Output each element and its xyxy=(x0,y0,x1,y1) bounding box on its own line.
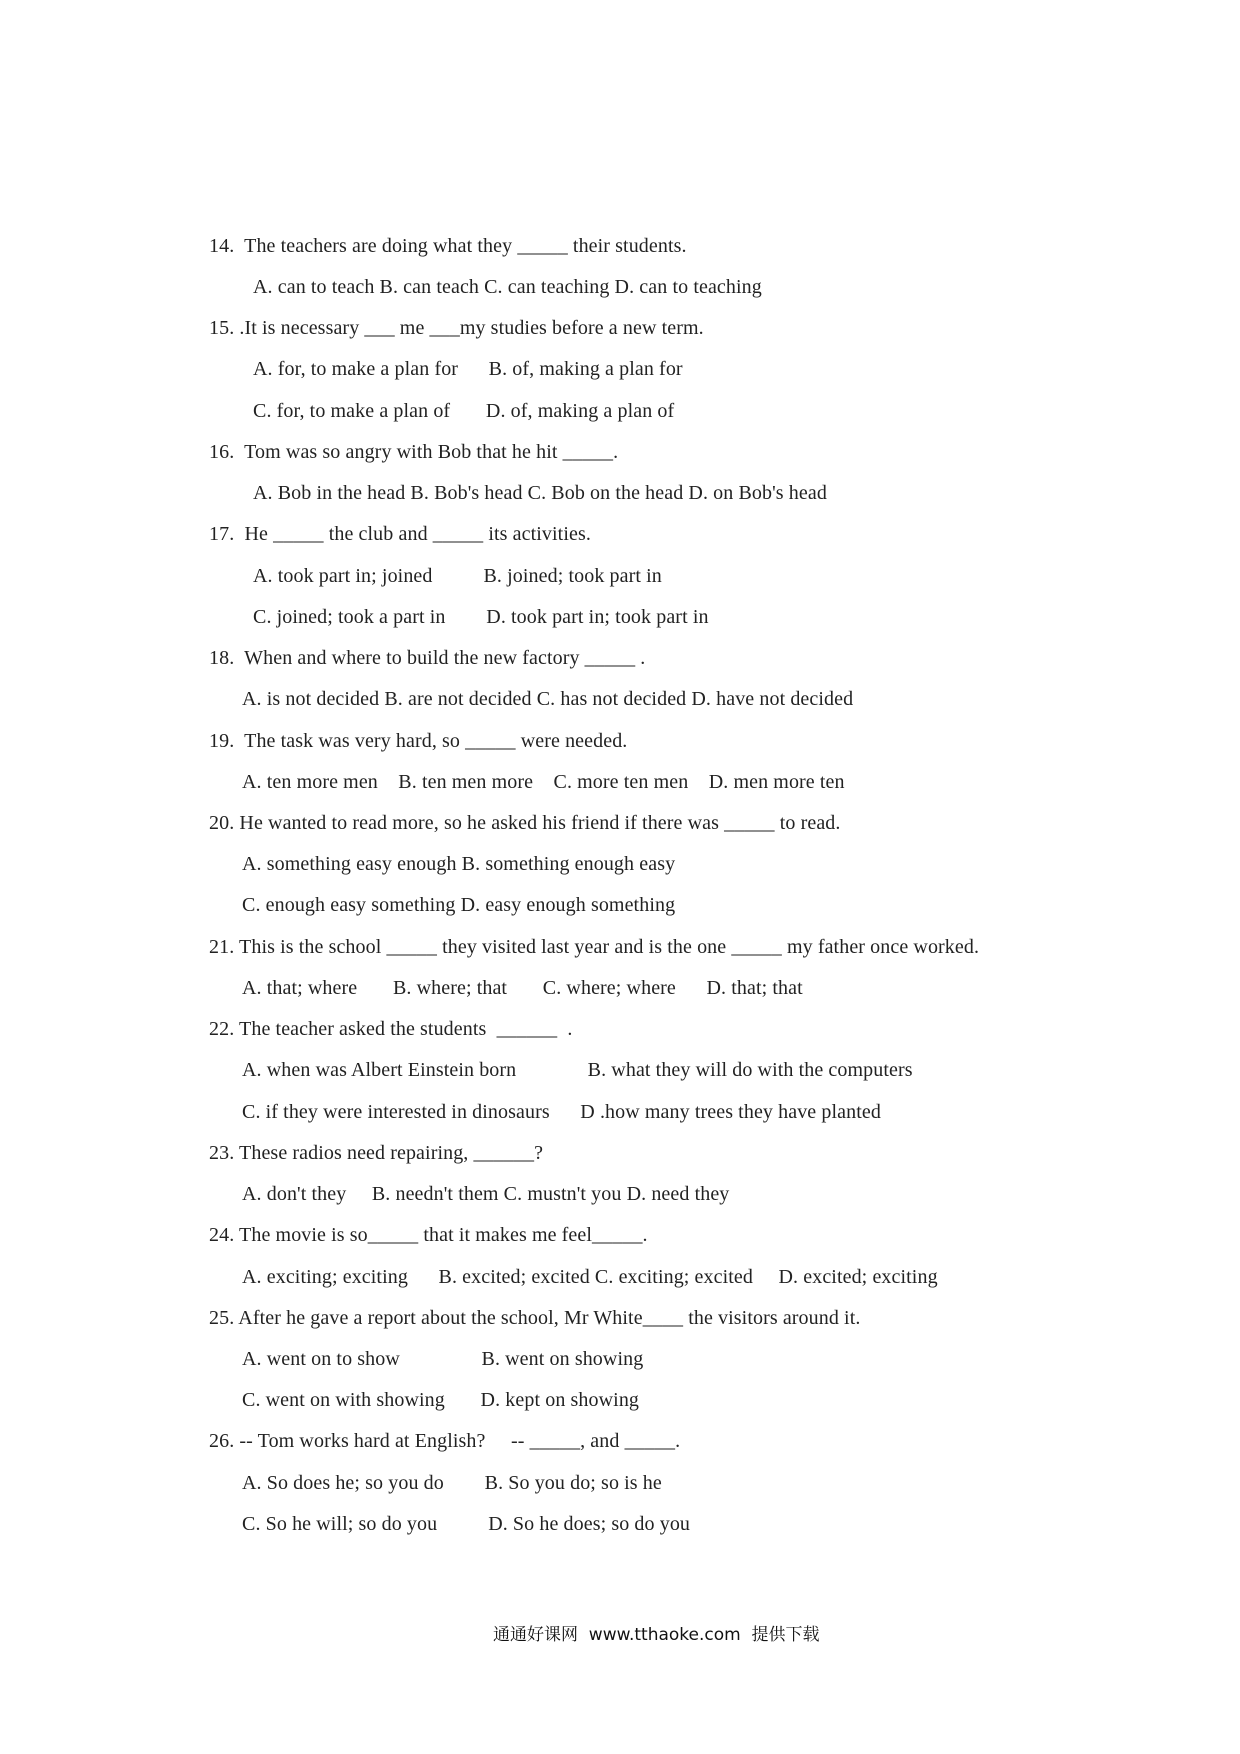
question-26: 26. -- Tom works hard at English? -- _____, and _____. xyxy=(209,1430,681,1452)
question-19: 19. The task was very hard, so _____ were needed. xyxy=(209,730,628,752)
question-24-options: A. exciting; exciting B. excited; excited C. exciting; excited D. excited; exciting xyxy=(242,1266,938,1288)
question-23: 23. These radios need repairing, ______? xyxy=(209,1142,544,1164)
question-20-options-ab: A. something easy enough B. something enough easy xyxy=(242,853,676,875)
question-21-options: A. that; where B. where; that C. where; where D. that; that xyxy=(242,977,803,999)
question-22-options-ab: A. when was Albert Einstein born B. what they will do with the computers xyxy=(242,1059,913,1081)
question-14-options: A. can to teach B. can teach C. can teaching D. can to teaching xyxy=(253,276,762,298)
question-18-options: A. is not decided B. are not decided C. has not decided D. have not decided xyxy=(242,688,854,710)
question-25-options-ab: A. went on to show B. went on showing xyxy=(242,1348,644,1370)
question-18: 18. When and where to build the new factory _____ . xyxy=(209,647,646,669)
question-17-options-cd: C. joined; took a part in D. took part in; took part in xyxy=(253,606,709,628)
question-25-options-cd: C. went on with showing D. kept on showing xyxy=(242,1389,640,1411)
question-26-options-cd: C. So he will; so do you D. So he does; so do you xyxy=(242,1513,691,1535)
question-21: 21. This is the school _____ they visited last year and is the one _____ my father once worked. xyxy=(209,936,980,958)
question-26-options-ab: A. So does he; so you do B. So you do; so is he xyxy=(242,1472,662,1494)
question-20-options-cd: C. enough easy something D. easy enough something xyxy=(242,894,676,916)
question-15-options-ab: A. for, to make a plan for B. of, making a plan for xyxy=(253,358,683,380)
question-15: 15. .It is necessary ___ me ___my studies before a new term. xyxy=(209,317,704,339)
question-23-options: A. don't they B. needn't them C. mustn't you D. need they xyxy=(242,1183,730,1205)
question-16: 16. Tom was so angry with Bob that he hit _____. xyxy=(209,441,619,463)
question-20: 20. He wanted to read more, so he asked his friend if there was _____ to read. xyxy=(209,812,841,834)
question-25: 25. After he gave a report about the school, Mr White____ the visitors around it. xyxy=(209,1307,861,1329)
question-14: 14. The teachers are doing what they _____ their students. xyxy=(209,235,687,257)
question-22-options-cd: C. if they were interested in dinosaurs D .how many trees they have planted xyxy=(242,1101,881,1123)
question-17-options-ab: A. took part in; joined B. joined; took part in xyxy=(253,565,662,587)
question-15-options-cd: C. for, to make a plan of D. of, making a plan of xyxy=(253,400,675,422)
page-footer: 通通好课网 www.tthaoke.com 提供下载 xyxy=(493,1625,820,1645)
question-22: 22. The teacher asked the students ______ . xyxy=(209,1018,573,1040)
question-16-options: A. Bob in the head B. Bob's head C. Bob on the head D. on Bob's head xyxy=(253,482,827,504)
question-17: 17. He _____ the club and _____ its activities. xyxy=(209,523,591,545)
question-24: 24. The movie is so_____ that it makes me feel_____. xyxy=(209,1224,648,1246)
question-19-options: A. ten more men B. ten men more C. more ten men D. men more ten xyxy=(242,771,845,793)
